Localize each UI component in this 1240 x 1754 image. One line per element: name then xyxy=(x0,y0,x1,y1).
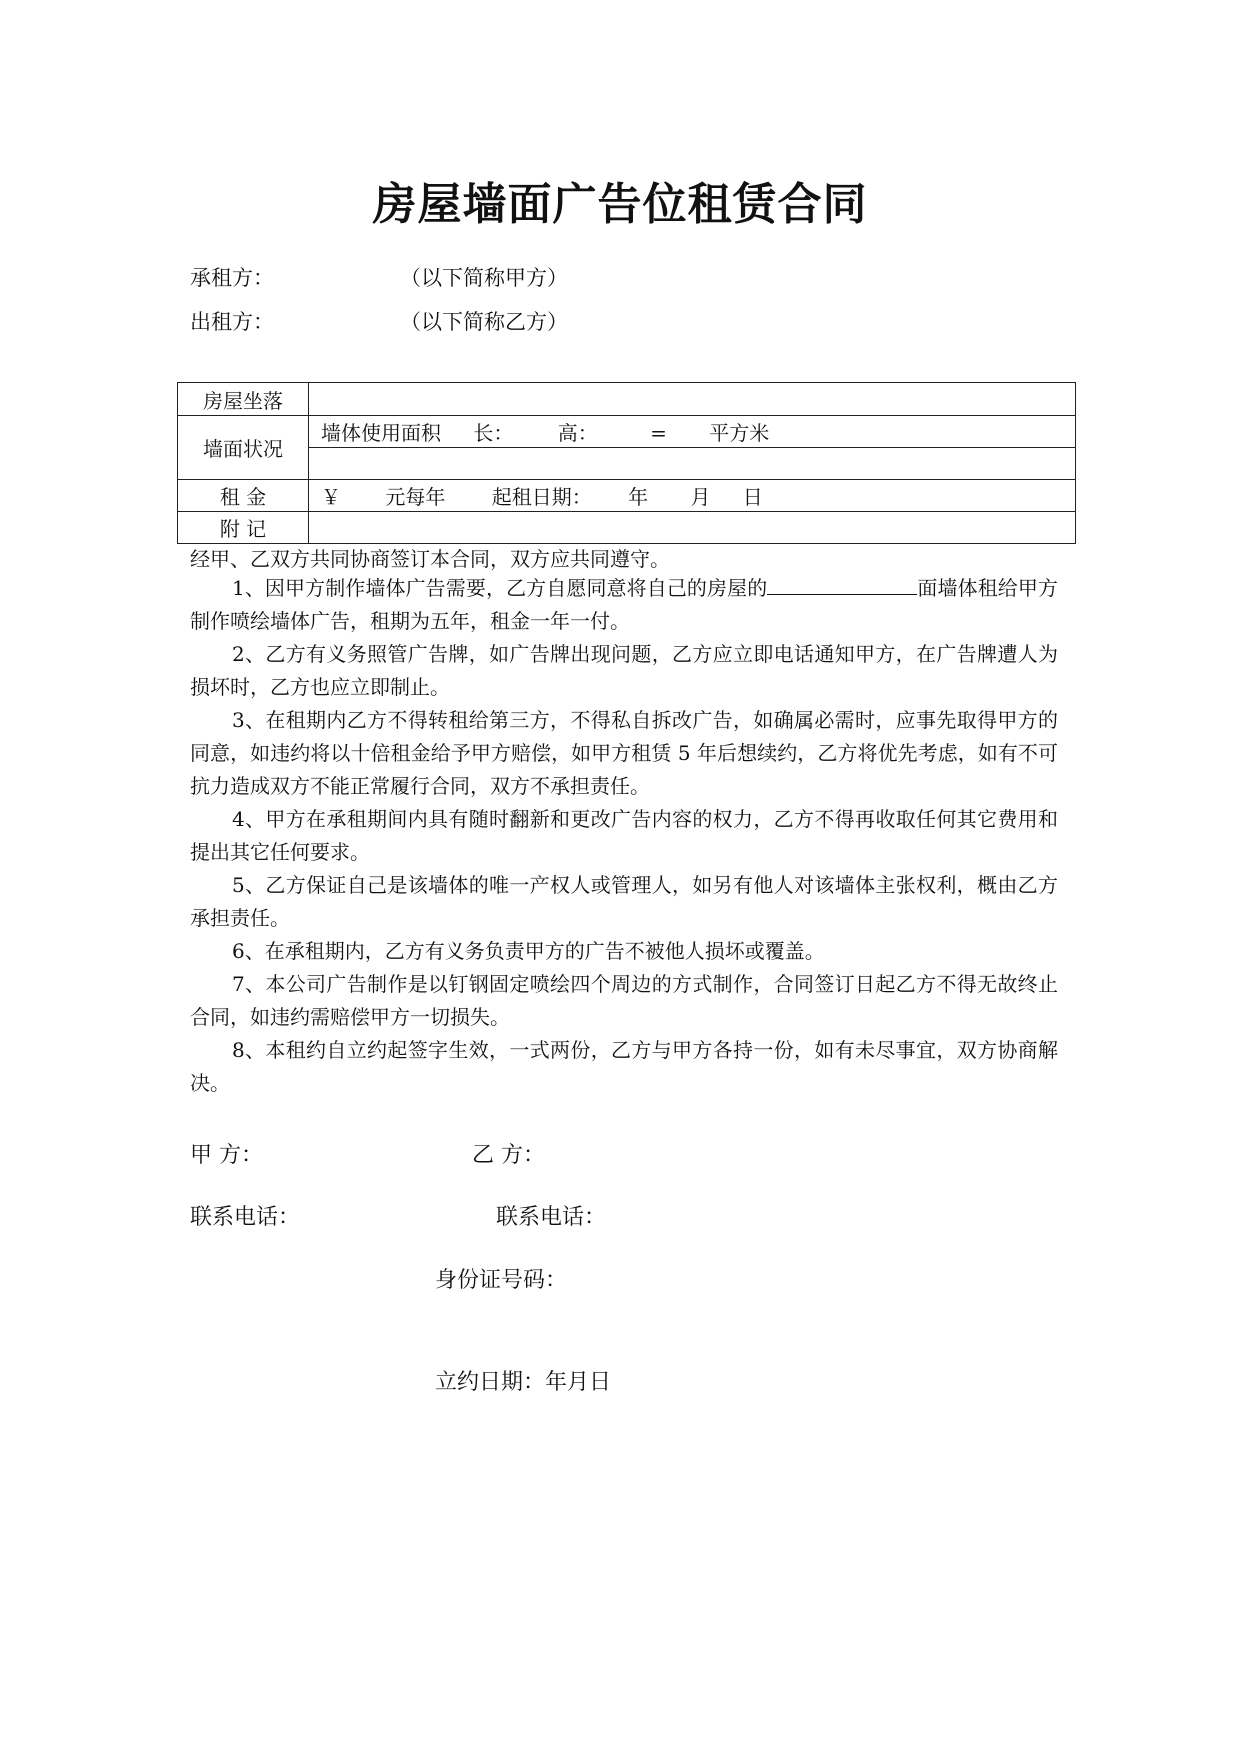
lessor-note: （以下简称乙方） xyxy=(400,310,568,334)
rent-currency: ￥ xyxy=(321,485,341,509)
wall-equals: = xyxy=(650,421,667,445)
property-info-table xyxy=(177,382,1076,544)
rent-cell xyxy=(309,480,1076,512)
clause-1 xyxy=(190,572,1058,638)
lessor-line xyxy=(190,306,568,336)
party-a-phone: 联系电话： xyxy=(190,1205,301,1230)
signing-date: 立约日期：年月日 xyxy=(435,1370,612,1395)
lessor-label: 出租方： xyxy=(190,310,274,334)
clause-6: 6、在承租期内，乙方有义务负责甲方的广告不被他人损坏或覆盖。 xyxy=(232,939,825,963)
clause-1-part-b: 面墙体租给甲方制作喷绘墙体广告，租期为五年，租金一年一付。 xyxy=(190,576,1059,633)
tenant-label: 承租方： xyxy=(190,266,274,290)
party-b-signature: 乙 方： xyxy=(472,1143,545,1168)
contract-clauses xyxy=(190,572,1058,1100)
rent-start-label: 起租日期： xyxy=(491,485,592,509)
clause-1-part-a: 1、因甲方制作墙体广告需要，乙方自愿同意将自己的房屋的 xyxy=(232,576,768,600)
wall-area-label: 墙体使用面积 xyxy=(321,421,441,445)
tenant-line xyxy=(190,262,568,292)
wall-label: 墙面状况 xyxy=(178,416,309,480)
clause-2: 2、乙方有义务照管广告牌，如广告牌出现问题，乙方应立即电话通知甲方，在广告牌遭人为损坏时，乙方也应立即制止。 xyxy=(190,642,1058,699)
id-number-label: 身份证号码： xyxy=(435,1268,568,1293)
tenant-note: （以下简称甲方） xyxy=(400,266,568,290)
location-value xyxy=(309,383,1076,416)
clause-8: 8、本租约自立约起签字生效，一式两份，乙方与甲方各持一份，如有未尽事宜，双方协商解决。 xyxy=(190,1038,1058,1095)
rent-year: 年 xyxy=(628,485,649,509)
clause-5: 5、乙方保证自己是该墙体的唯一产权人或管理人，如另有他人对该墙体主张权利，概由乙方承担责任。 xyxy=(190,873,1058,930)
rent-day: 日 xyxy=(742,485,763,509)
notes-value xyxy=(309,512,1076,544)
party-b-phone: 联系电话： xyxy=(496,1205,607,1230)
rent-label: 租 金 xyxy=(178,480,309,512)
agreement-line: 经甲、乙双方共同协商签订本合同，双方应共同遵守。 xyxy=(190,547,670,571)
notes-label: 附 记 xyxy=(178,512,309,544)
rent-month: 月 xyxy=(690,485,711,509)
wall-extra xyxy=(309,448,1076,480)
wall-height-label: 高： xyxy=(557,421,598,445)
document-title: 房屋墙面广告位租赁合同 xyxy=(372,179,868,230)
location-label: 房屋坐落 xyxy=(178,383,309,416)
wall-unit: 平方米 xyxy=(709,421,770,445)
clause-3: 3、在租期内乙方不得转租给第三方，不得私自拆改广告，如确属必需时，应事先取得甲方的同意，如违约将以十倍租金给予甲方赔偿，如甲方租赁 5 年后想续约，乙方将优先考虑，如有不可抗力造成双方不能正常履行合同，双方不承担责任。 xyxy=(190,708,1058,798)
wall-length-label: 长： xyxy=(473,421,514,445)
party-a-signature: 甲 方： xyxy=(190,1143,263,1168)
rent-per-year: 元每年 xyxy=(385,485,446,509)
clause-4: 4、甲方在承租期间内具有随时翻新和更改广告内容的权力，乙方不得再收取任何其它费用和提出其它任何要求。 xyxy=(190,807,1058,864)
wall-direction-blank xyxy=(767,574,917,595)
wall-area-cell xyxy=(309,416,1076,448)
clause-7: 7、本公司广告制作是以钉钢固定喷绘四个周边的方式制作，合同签订日起乙方不得无故终止合同，如违约需赔偿甲方一切损失。 xyxy=(190,972,1058,1029)
